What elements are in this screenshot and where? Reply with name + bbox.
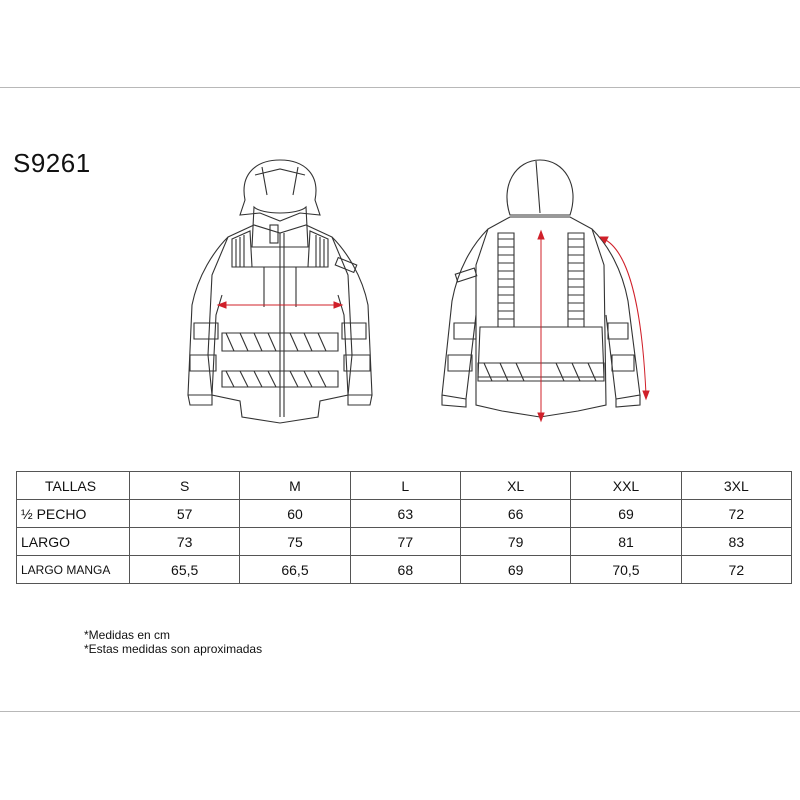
table-cell: 57 [130,500,240,528]
jacket-back-illustration [428,155,658,435]
header-cell: TALLAS [17,472,130,500]
header-cell: M [240,472,350,500]
table-cell: 65,5 [130,556,240,584]
table-cell: 81 [571,528,681,556]
bottom-divider [0,711,800,712]
note-units: *Medidas en cm [84,628,171,642]
table-cell: 66,5 [240,556,350,584]
table-cell: 70,5 [571,556,681,584]
table-cell: 83 [681,528,791,556]
table-cell: 75 [240,528,350,556]
row-label: LARGO [17,528,130,556]
header-cell: S [130,472,240,500]
table-cell: 73 [130,528,240,556]
row-label: ½ PECHO [17,500,130,528]
row-label: LARGO MANGA [17,556,130,584]
header-cell: 3XL [681,472,791,500]
table-cell: 79 [460,528,570,556]
header-cell: XXL [571,472,681,500]
table-cell: 60 [240,500,350,528]
table-header-row [17,472,792,500]
header-cell: XL [460,472,570,500]
table-cell: 77 [350,528,460,556]
model-code: S9261 [13,148,91,178]
table-cell: 72 [681,500,791,528]
table-cell: 69 [460,556,570,584]
table-cell: 72 [681,556,791,584]
header-cell: L [350,472,460,500]
table-row [17,528,792,556]
table-cell: 68 [350,556,460,584]
size-table [16,471,792,584]
table-cell: 69 [571,500,681,528]
table-row [17,556,792,584]
table-cell: 63 [350,500,460,528]
note-approximate: *Estas medidas son aproximadas [84,642,263,656]
top-divider [0,87,800,88]
table-row [17,500,792,528]
jacket-front-illustration [170,155,390,435]
table-cell: 66 [460,500,570,528]
